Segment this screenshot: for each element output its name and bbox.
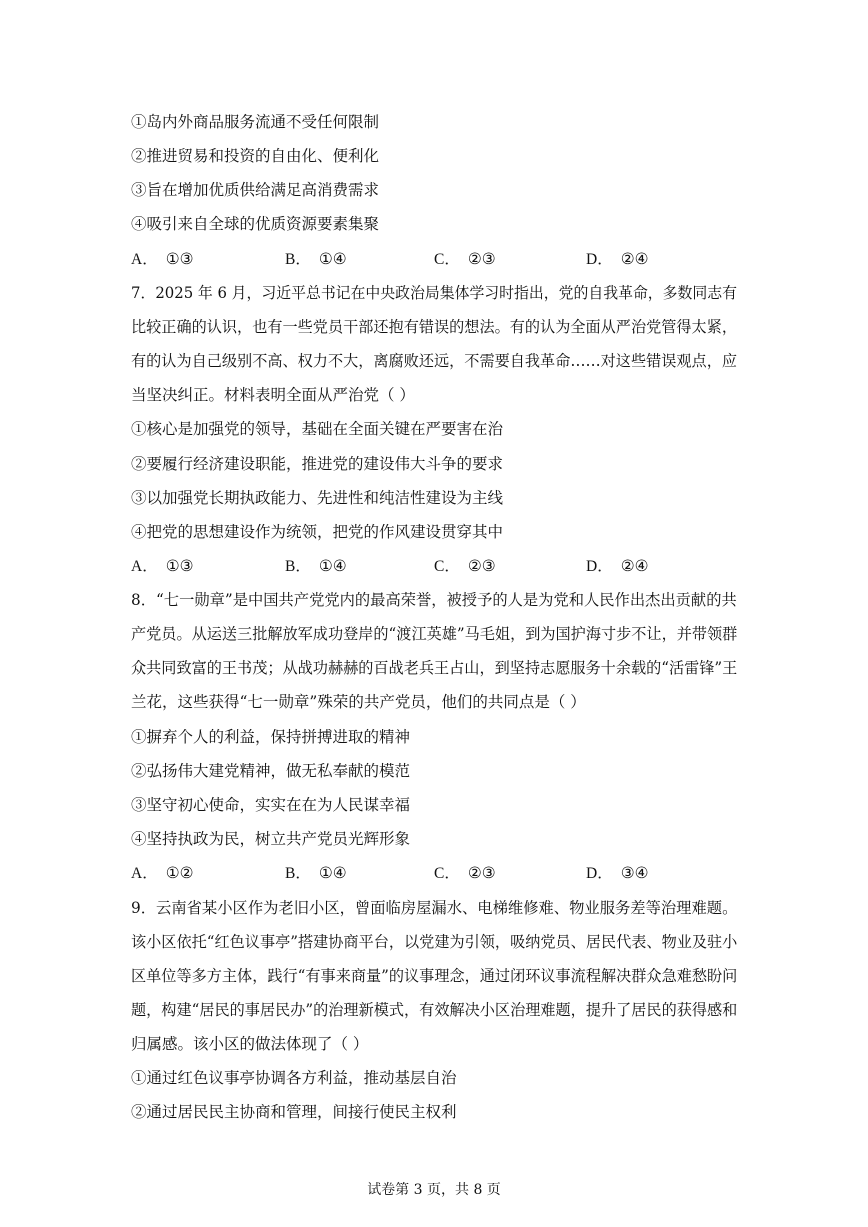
q8-stem-line-2: 产党员。从运送三批解放军成功登岸的“渡江英雄”马毛姐，到为国护海寸步不让，并带领群 [131, 625, 738, 643]
q9-stem-line-3: 区单位等多方主体，践行“有事来商量”的议事理念，通过闭环议事流程解决群众急难愁盼问 [131, 967, 738, 985]
q8-choice-2: ②弘扬伟大建党精神，做无私奉献的模范 [131, 762, 411, 780]
q8-stem-line-4: 兰花，这些获得“七一勋章”殊荣的共产党员，他们的共同点是（ ） [131, 693, 586, 711]
q8-choice-4: ④坚持执政为民，树立共产党员光辉形象 [131, 830, 411, 848]
q8-option-d[interactable]: D． ③④ [586, 864, 649, 882]
q6-choice-2: ②推进贸易和投资的自由化、便利化 [131, 147, 380, 165]
q9-stem-line-5: 归属感。该小区的做法体现了（ ） [131, 1035, 369, 1053]
q7-stem-line-3: 有的认为自己级别不高、权力不大，离腐败还远，不需要自我革命……对这些错误观点，应 [131, 352, 738, 370]
q6-option-a[interactable]: A． ①③ [131, 250, 194, 268]
q7-choice-1: ①核心是加强党的领导，基础在全面关键在严要害在治 [131, 420, 504, 438]
q9-stem-line-2: 该小区依托“红色议事亭”搭建协商平台，以党建为引领，吸纳党员、居民代表、物业及驻小 [131, 933, 738, 951]
q6-option-c[interactable]: C． ②③ [434, 250, 496, 268]
page-footer: 试卷第 3 页，共 8 页 [367, 1182, 501, 1198]
q8-stem-line-3: 众共同致富的王书茂；从战功赫赫的百战老兵王占山，到坚持志愿服务十余载的“活雷锋”王 [131, 659, 738, 677]
q7-option-c[interactable]: C． ②③ [434, 557, 496, 575]
q8-options [131, 863, 731, 883]
q7-option-d[interactable]: D． ②④ [586, 557, 649, 575]
q6-choice-4: ④吸引来自全球的优质资源要素集聚 [131, 215, 380, 233]
q6-choice-1: ①岛内外商品服务流通不受任何限制 [131, 113, 380, 131]
q7-stem-line-2: 比较正确的认识，也有一些党员干部还抱有错误的想法。有的认为全面从严治党管得太紧， [131, 318, 738, 336]
q6-options [131, 249, 731, 269]
q9-choice-1: ①通过红色议事亭协调各方利益，推动基层自治 [131, 1069, 457, 1087]
q7-options [131, 556, 731, 576]
q7-choice-4: ④把党的思想建设作为统领，把党的作风建设贯穿其中 [131, 523, 504, 541]
q6-option-b[interactable]: B． ①④ [285, 250, 347, 268]
q6-option-d[interactable]: D． ②④ [586, 250, 649, 268]
q7-choice-2: ②要履行经济建设职能，推进党的建设伟大斗争的要求 [131, 455, 504, 473]
q8-option-a[interactable]: A． ①② [131, 864, 194, 882]
q8-stem-line-1: 8．“七一勋章”是中国共产党党内的最高荣誉，被授予的人是为党和人民作出杰出贡献的共 [131, 591, 737, 609]
q7-option-b[interactable]: B． ①④ [285, 557, 347, 575]
q8-option-b[interactable]: B． ①④ [285, 864, 347, 882]
q8-choice-3: ③坚守初心使命，实实在在为人民谋幸福 [131, 796, 411, 814]
q9-stem-line-4: 题，构建“居民的事居民办”的治理新模式，有效解决小区治理难题，提升了居民的获得感和 [131, 1001, 738, 1019]
q7-option-a[interactable]: A． ①③ [131, 557, 194, 575]
q7-stem-line-1: 7．2025 年 6 月，习近平总书记在中央政治局集体学习时指出，党的自我革命，多数同志有 [131, 284, 737, 302]
q6-choice-3: ③旨在增加优质供给满足高消费需求 [131, 181, 380, 199]
q9-choice-2: ②通过居民民主协商和管理，间接行使民主权利 [131, 1103, 457, 1121]
q8-choice-1: ①摒弃个人的利益，保持拼搏进取的精神 [131, 728, 411, 746]
q9-stem-line-1: 9．云南省某小区作为老旧小区，曾面临房屋漏水、电梯维修难、物业服务差等治理难题。 [131, 899, 738, 917]
q7-stem-line-4: 当坚决纠正。材料表明全面从严治党（ ） [131, 386, 415, 404]
q8-option-c[interactable]: C． ②③ [434, 864, 496, 882]
q7-choice-3: ③以加强党长期执政能力、先进性和纯洁性建设为主线 [131, 489, 504, 507]
